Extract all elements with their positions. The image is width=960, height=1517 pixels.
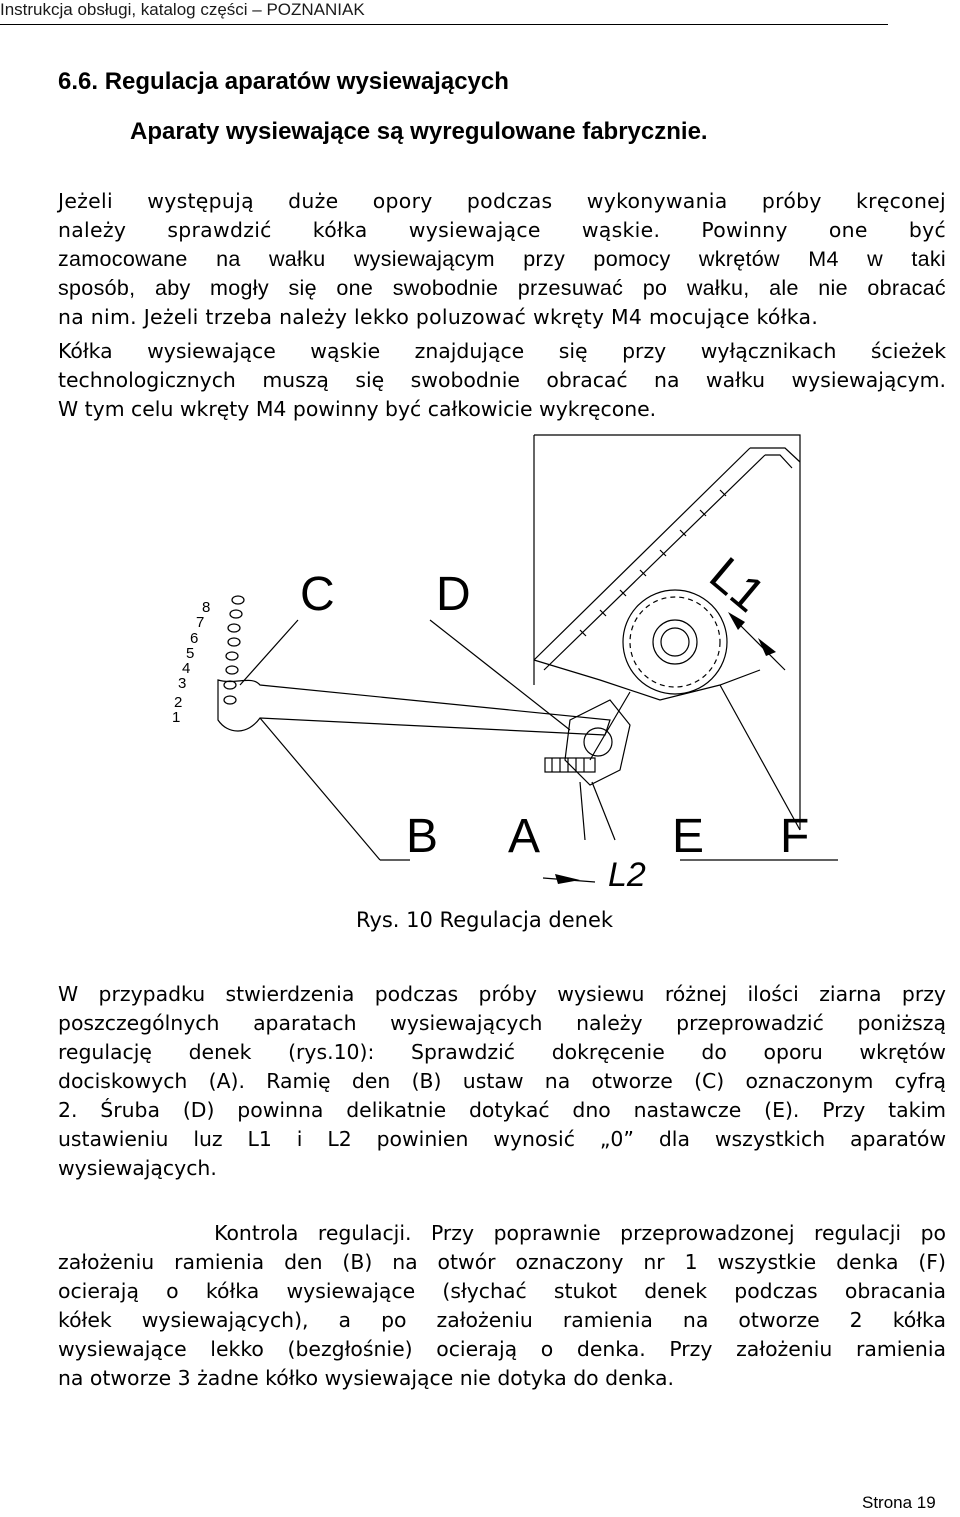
hole-number: 4 xyxy=(182,660,191,677)
page-number: Strona 19 xyxy=(862,1493,936,1512)
hole-number: 8 xyxy=(202,599,211,616)
hole-number: 5 xyxy=(186,645,195,662)
paragraph-1-line: zamocowane na wałku wysiewającym przy pomocy wkrętów M4 w taki xyxy=(58,247,946,271)
lever-holes xyxy=(224,596,244,704)
seeding-wheel-teeth xyxy=(630,597,720,687)
label-F: F xyxy=(780,810,810,863)
paragraph-1-line: sposób, aby mogły się one swobodnie przesuwać po wałku, ale nie obracać xyxy=(58,276,946,300)
paragraph-2-line: W tym celu wkręty M4 powinny być całkowicie wykręcone. xyxy=(58,397,657,421)
paragraph-3-line: ustawieniu luz L1 i L2 powinien wynosić „0” dla wszystkich aparatów xyxy=(58,1127,946,1151)
seeding-wheel xyxy=(623,590,727,694)
housing-lower xyxy=(534,660,760,700)
paragraph-1-line: na nim. Jeżeli trzeba należy lekko poluzować wkręty M4 mocujące kółka. xyxy=(58,305,819,329)
leader-C xyxy=(240,620,298,685)
paragraph-4-line: wysiewające lekko (bezgłośnie) ocierają o denka. Przy założeniu ramienia xyxy=(58,1337,946,1361)
paragraph-1 xyxy=(58,187,946,332)
housing-right xyxy=(720,685,800,830)
label-D: D xyxy=(436,568,471,621)
label-A: A xyxy=(508,810,541,863)
hopper-bar xyxy=(534,448,750,660)
paragraph-1-line: należy sprawdzić kółka wysiewające wąskie. Powinny one być xyxy=(58,218,946,242)
hole-number: 6 xyxy=(190,630,199,647)
header-title: Instrukcja obsługi, katalog części – POZNANIAK xyxy=(0,0,365,19)
paragraph-3 xyxy=(58,980,946,1183)
paragraph-2-line: Kółka wysiewające wąskie znajdujące się przy wyłącznikach ścieżek xyxy=(58,339,946,363)
page-header xyxy=(0,0,888,25)
label-E: E xyxy=(672,810,705,863)
hole-number: 7 xyxy=(196,614,205,631)
seeding-wheel-hub xyxy=(653,620,697,664)
paragraph-3-line: wysiewających. xyxy=(58,1156,217,1180)
section-subtitle: Aparaty wysiewające są wyregulowane fabrycznie. xyxy=(130,118,708,145)
drawing-frame xyxy=(534,435,800,830)
paragraph-2 xyxy=(58,337,946,424)
paragraph-4-line: na otworze 3 żadne kółko wysiewające nie dotyka do denka. xyxy=(58,1366,674,1390)
label-B: B xyxy=(406,810,439,863)
paragraph-4-line: założeniu ramienia den (B) na otwór oznaczony nr 1 wszystkie denka (F) xyxy=(58,1250,946,1274)
paragraph-4-line: kółek wysiewających), a po założeniu ramienia na otworze 2 kółka xyxy=(58,1308,946,1332)
arrowhead-L1 xyxy=(758,638,776,656)
figure-caption: Rys. 10 Regulacja denek xyxy=(356,908,614,932)
label-C: C xyxy=(300,568,335,621)
paragraph-4 xyxy=(58,1219,946,1393)
paragraph-3-line: W przypadku stwierdzenia podczas próby wysiewu różnej ilości ziarna przy xyxy=(58,982,946,1006)
label-L2: L2 xyxy=(608,856,646,890)
hole-number: 1 xyxy=(172,709,181,726)
hole-number: 3 xyxy=(178,675,187,692)
section-title: 6.6. Regulacja aparatów wysiewających xyxy=(58,68,509,95)
paragraph-3-line: regulację denek (rys.10): Sprawdzić dokręcenie do oporu wkrętów xyxy=(58,1040,946,1064)
paragraph-1-line: Jeżeli występują duże opory podczas wykonywania próby kręconej xyxy=(58,189,946,213)
arrowhead-L2 xyxy=(555,874,580,884)
paragraph-3-line: 2. Śruba (D) powinna delikatnie dotykać dno nastawcze (E). Przy takim xyxy=(58,1098,946,1122)
hole-number: 2 xyxy=(174,694,183,711)
technical-drawing xyxy=(160,430,840,890)
paragraph-3-line: dociskowych (A). Ramię den (B) ustaw na otworze (C) oznaczonym cyfrą xyxy=(58,1069,946,1093)
paragraph-3-line: poszczególnych aparatach wysiewających należy przeprowadzić poniższą xyxy=(58,1011,946,1035)
lever-arm xyxy=(218,680,610,735)
paragraph-2-line: technologicznych muszą się swobodnie obracać na wałku wysiewającym. xyxy=(58,368,946,392)
paragraph-4-line: ocierają o kółka wysiewające (słychać stukot denek podczas obracania xyxy=(58,1279,946,1303)
paragraph-4-line: Kontrola regulacji. Przy poprawnie przeprowadzonej regulacji po xyxy=(58,1221,946,1245)
leader-D xyxy=(430,620,570,730)
lever-lower-line xyxy=(260,718,380,860)
label-L1: L1 xyxy=(699,547,775,623)
